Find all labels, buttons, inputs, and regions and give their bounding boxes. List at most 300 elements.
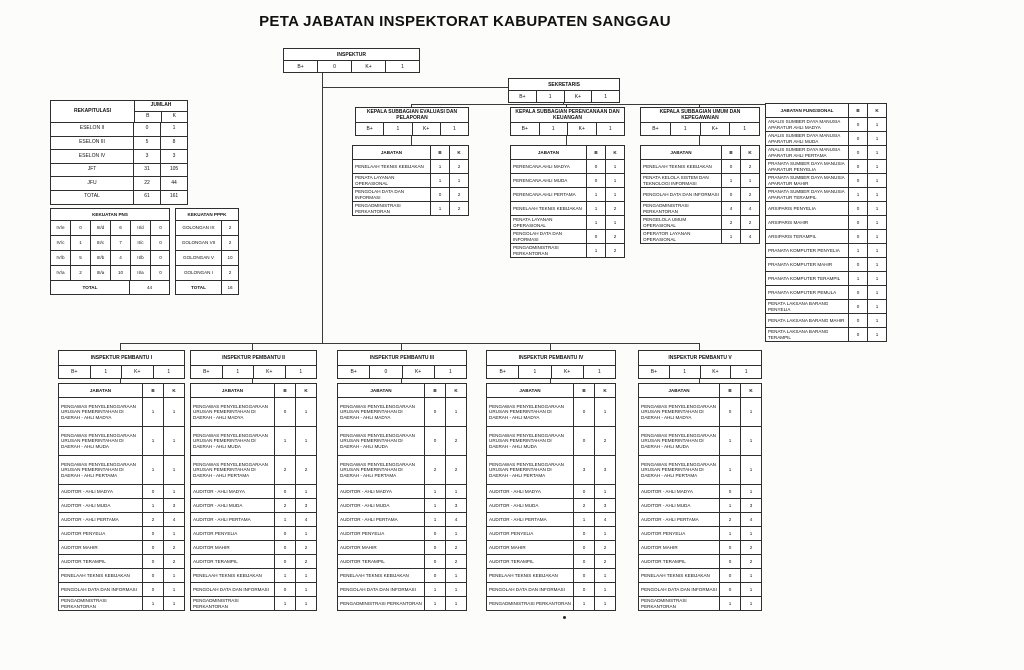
b-value: 1	[586, 216, 605, 229]
b-value: 0	[848, 300, 867, 313]
b-header: B	[721, 146, 740, 159]
inspektur-pembantu-3-box	[337, 350, 467, 379]
bk-row	[338, 366, 466, 378]
rekap-row	[51, 149, 187, 163]
k-value: 1	[163, 569, 184, 582]
table-row	[338, 526, 466, 540]
k-value: 2	[740, 160, 759, 173]
b-plus-value: 1	[670, 123, 700, 135]
jabatan-label: PENELAAH TEKNIS KEBIJAKAN	[340, 572, 409, 578]
k-value: 2	[594, 541, 615, 554]
b-value: 1	[274, 513, 295, 526]
table-row	[191, 554, 316, 568]
b-value: 2	[142, 513, 163, 526]
b-plus-label: B+	[203, 369, 210, 375]
b-value: 0	[719, 485, 740, 498]
table-row	[191, 582, 316, 596]
jabatan-label: OPERATOR LAYANAN OPERASIONAL	[643, 231, 691, 242]
k-plus-label: K+	[402, 366, 434, 378]
k-value: 4	[594, 513, 615, 526]
table-row	[641, 173, 759, 187]
k-header: K	[163, 384, 184, 397]
jabatan-label: AUDITOR MAHIR	[489, 544, 526, 550]
b-value: 0	[274, 541, 295, 554]
table-row	[59, 484, 184, 498]
k-value: 1	[594, 583, 615, 596]
table-row	[191, 526, 316, 540]
table-row	[59, 540, 184, 554]
k-value: 1	[163, 456, 184, 484]
b-plus-value: 0	[317, 61, 351, 72]
jabatan-label: ANALIS SUMBER DAYA MANUSIA APARATUR AHLI PERTAMA	[768, 147, 841, 158]
golongan-count: 4	[110, 251, 130, 265]
b-value: 0	[848, 328, 867, 341]
unit-title: INSPEKTUR PEMBANTU I	[59, 351, 184, 366]
inspektur-pembantu-3-table	[337, 383, 467, 611]
table-row	[487, 582, 615, 596]
b-value: 0	[719, 541, 740, 554]
table-row	[511, 173, 624, 187]
b-value: 1	[848, 188, 867, 201]
golongan-count: 2	[221, 221, 238, 235]
table-row	[766, 215, 886, 229]
k-value: 1	[867, 160, 886, 173]
golongan-count: 2	[70, 266, 90, 280]
table-row	[487, 526, 615, 540]
connector-line	[550, 343, 551, 350]
k-value: 4	[445, 513, 466, 526]
b-value: 2	[424, 456, 445, 484]
b-value: 0	[848, 160, 867, 173]
b-plus-label: B+	[521, 126, 528, 132]
jabatan-label: AUDITOR MAHIR	[641, 544, 678, 550]
jabatan-label: AUDITOR TERAMPIL	[641, 558, 686, 564]
b-value: 0	[848, 118, 867, 131]
table-row	[338, 512, 466, 526]
k-value: 1	[740, 597, 761, 610]
jabatan-label: AUDITOR - AHLI PERTAMA	[489, 516, 547, 522]
k-value: 1	[867, 174, 886, 187]
table-row	[511, 187, 624, 201]
golongan-label: III/b	[90, 251, 110, 265]
table-row	[639, 455, 761, 484]
b-value: 0	[142, 541, 163, 554]
k-value: 1	[163, 583, 184, 596]
b-value: 0	[573, 427, 594, 455]
rekap-row	[51, 122, 187, 136]
inspektur-box	[283, 48, 420, 73]
k-value: 2	[295, 456, 316, 484]
jabatan-label: PENGOLAH DATA DAN INFORMASI	[489, 586, 565, 592]
jumlah-label: JUMLAH	[135, 101, 187, 112]
inspektur-pembantu-1-table	[58, 383, 185, 611]
rekap-row	[51, 136, 187, 150]
jabatan-label: AUDITOR MAHIR	[61, 544, 98, 550]
jabatan-label: PENGADMINISTRASI PERKANTORAN	[61, 598, 107, 609]
jabatan-label: PRANATA KOMPUTER TERAMPIL	[768, 275, 841, 281]
total-value: 16	[221, 281, 238, 294]
table-row	[641, 159, 759, 173]
b-value: 1	[274, 569, 295, 582]
connector-line	[699, 343, 700, 350]
b-value: 0	[573, 569, 594, 582]
jumlah-bk-row	[135, 112, 187, 122]
b-value: 1	[142, 597, 163, 610]
b-header: B	[142, 384, 163, 397]
b-plus-label: B+	[499, 369, 506, 375]
jabatan-label: PENATA KELOLA SISTEM DAN TEKNOLOGI INFORMASI	[643, 175, 709, 186]
b-plus-value: 1	[518, 366, 550, 378]
b-value: 0	[142, 555, 163, 568]
golongan-count: 0	[150, 236, 170, 250]
k-value: 2	[740, 216, 759, 229]
k-value: 2	[605, 202, 624, 215]
b-value: 1	[573, 597, 594, 610]
table-row	[59, 512, 184, 526]
b-plus-label: B+	[297, 63, 304, 70]
table-row	[641, 201, 759, 215]
table-row	[59, 554, 184, 568]
k-value: 1	[163, 398, 184, 426]
k-value: 1	[867, 286, 886, 299]
k-value: 1	[740, 456, 761, 484]
pppk-total-row	[176, 280, 238, 294]
jabatan-label: AUDITOR - AHLI MUDA	[489, 502, 539, 508]
b-value: 2	[721, 216, 740, 229]
b-value: 0	[573, 541, 594, 554]
unit-title: KEPALA SUBBAGIAN PERENCANAAN DAN KEUANGAN	[511, 108, 624, 123]
inspektur-pembantu-1-box	[58, 350, 185, 379]
jabatan-label: PENGAWAS PENYELENGGARAAN URUSAN PEMERINTAHAN DI DAERAH - AHLI MADYA	[641, 403, 716, 420]
jabatan-label: AUDITOR MAHIR	[340, 544, 377, 550]
jabatan-label: PENELAAH TEKNIS KEBIJAKAN	[61, 572, 130, 578]
golongan-label: II/a	[130, 266, 150, 280]
rekap-label: ESELON II	[79, 125, 105, 132]
rekap-label: ESELON III	[79, 139, 105, 146]
table-row	[766, 173, 886, 187]
b-value: 0	[719, 555, 740, 568]
table-row	[766, 313, 886, 327]
table-row	[639, 512, 761, 526]
table-row	[766, 159, 886, 173]
k-value: 2	[740, 188, 759, 201]
k-value: 1	[163, 597, 184, 610]
k-value: 1	[445, 398, 466, 426]
k-value: 2	[445, 555, 466, 568]
b-value: 1	[142, 398, 163, 426]
b-header: B	[586, 146, 605, 159]
b-plus-value: 0	[369, 366, 401, 378]
b-plus-label: B+	[366, 126, 373, 132]
golongan-count: 5	[70, 251, 90, 265]
table-header-row	[511, 146, 624, 159]
unit-title: KEPALA SUBBAGIAN EVALUASI DAN PELAPORAN	[356, 108, 468, 123]
rekap-title: REKAPITULASI	[74, 107, 111, 114]
golongan-count: 2	[221, 266, 238, 280]
b-value: 0	[848, 146, 867, 159]
k-value: 1	[594, 485, 615, 498]
connector-line	[322, 87, 508, 88]
b-value: 0	[719, 398, 740, 426]
b-plus-value: 1	[539, 123, 568, 135]
bk-row	[487, 366, 615, 378]
k-value: 2	[740, 541, 761, 554]
table-row	[639, 596, 761, 610]
b-value: 0	[424, 427, 445, 455]
b-value: 0	[133, 123, 160, 136]
table-row	[641, 229, 759, 243]
jabatan-label: PENATA LAYANAN OPERASIONAL	[513, 217, 553, 228]
table-row	[639, 554, 761, 568]
connector-line	[252, 343, 253, 350]
k-value: 4	[163, 513, 184, 526]
k-value: 1	[160, 123, 187, 136]
golongan-label: GOLONGAN I	[183, 270, 214, 276]
b-value: 1	[848, 272, 867, 285]
golongan-label: II/b	[130, 251, 150, 265]
kekuatan-pns-table	[50, 208, 170, 295]
golongan-count: 0	[70, 221, 90, 235]
k-value: 1	[740, 527, 761, 540]
jabatan-header: JABATAN	[221, 387, 244, 393]
unit-title: KEPALA SUBBAGIAN UMUM DAN KEPEGAWAIAN	[641, 108, 759, 123]
k-value: 1	[867, 258, 886, 271]
table-row	[338, 540, 466, 554]
table-row	[353, 187, 468, 201]
k-value: 2	[295, 541, 316, 554]
b-value: 0	[719, 569, 740, 582]
table-header-row	[487, 384, 615, 397]
b-plus-value: 1	[669, 366, 700, 378]
jabatan-label: PENATA LAKSANA BARANG PENYELIA	[768, 301, 829, 312]
b-value: 0	[424, 527, 445, 540]
b-value: 5	[133, 137, 160, 150]
unit-title: INSPEKTUR	[284, 49, 419, 61]
golongan-count: 0	[150, 221, 170, 235]
b-value: 4	[721, 202, 740, 215]
k-plus-label: K+	[253, 366, 285, 378]
jabatan-label: AUDITOR - AHLI PERTAMA	[641, 516, 699, 522]
b-header: B	[719, 384, 740, 397]
table-row	[487, 455, 615, 484]
table-row	[511, 215, 624, 229]
b-value: 0	[274, 527, 295, 540]
k-value: 1	[295, 583, 316, 596]
golongan-label: IV/c	[56, 240, 65, 246]
pns-row	[51, 250, 169, 265]
unit-title: INSPEKTUR PEMBANTU IV	[487, 351, 615, 366]
table-row	[59, 397, 184, 426]
b-value: 1	[719, 499, 740, 512]
jabatan-label: PENGADMINISTRASI PERKANTORAN	[489, 600, 571, 606]
k-value: 44	[160, 177, 187, 190]
table-row	[487, 568, 615, 582]
jabatan-label: PENGAWAS PENYELENGGARAAN URUSAN PEMERINTAHAN DI DAERAH - AHLI MADYA	[489, 403, 564, 420]
jabatan-label: PRANATA KOMPUTER PENYELIA	[768, 247, 840, 253]
b-value: 0	[573, 398, 594, 426]
b-value: 1	[424, 499, 445, 512]
rekapitulasi-table	[50, 100, 188, 205]
jabatan-header: JABATAN	[380, 149, 403, 155]
k-value: 1	[740, 569, 761, 582]
jabatan-label: PRANATA SUMBER DAYA MANUSIA APARATUR PENYELIA	[768, 161, 845, 172]
inspektur-pembantu-4-table	[486, 383, 616, 611]
bk-row	[356, 123, 468, 135]
b-value: 0	[142, 527, 163, 540]
b-value: 0	[573, 485, 594, 498]
pppk-row	[176, 235, 238, 250]
b-value: 1	[719, 427, 740, 455]
k-value: 1	[445, 485, 466, 498]
b-value: 1	[719, 456, 740, 484]
b-value: 1	[719, 597, 740, 610]
table-row	[511, 229, 624, 243]
jabatan-header: JABATAN	[370, 387, 392, 393]
subbagian-perencanaan-box	[510, 107, 625, 136]
k-plus-value: 1	[434, 366, 466, 378]
b-value: 0	[848, 132, 867, 145]
inspektur-pembantu-2-box	[190, 350, 317, 379]
k-plus-value: 1	[730, 366, 761, 378]
b-plus-value: 1	[383, 123, 411, 135]
k-value: 1	[605, 188, 624, 201]
b-header: B	[848, 104, 867, 117]
connector-line	[401, 343, 402, 350]
jabatan-label: AUDITOR - AHLI MADYA	[193, 488, 245, 494]
sekretaris-box	[508, 78, 620, 103]
unit-title: SEKRETARIS	[509, 79, 619, 91]
b-value: 1	[573, 513, 594, 526]
k-value: 2	[449, 188, 468, 201]
inspektur-pembantu-5-box	[638, 350, 762, 379]
table-row	[766, 117, 886, 131]
b-value: 1	[424, 583, 445, 596]
b-value: 1	[430, 160, 449, 173]
table-row	[59, 498, 184, 512]
rekap-label: JFT	[87, 166, 97, 173]
b-value: 1	[586, 244, 605, 257]
k-value: 2	[449, 160, 468, 173]
k-value: 2	[605, 244, 624, 257]
rekap-row	[51, 163, 187, 177]
subbagian-perencanaan-table	[510, 145, 625, 258]
table-row	[59, 596, 184, 610]
k-value: 4	[740, 513, 761, 526]
pppk-row	[176, 265, 238, 280]
connector-line	[411, 104, 765, 105]
k-value: 2	[740, 555, 761, 568]
k-value: 1	[740, 485, 761, 498]
b-plus-label: B+	[71, 369, 78, 375]
jabatan-label: PENGAWAS PENYELENGGARAAN URUSAN PEMERINTAHAN DI DAERAH - AHLI PERTAMA	[193, 461, 268, 478]
table-row	[639, 484, 761, 498]
jabatan-label: PENGELOLA UMUM OPERASIONAL	[643, 217, 687, 228]
rekap-header-row	[51, 101, 187, 122]
b-plus-label: B+	[350, 369, 357, 375]
jabatan-header: JABATAN	[668, 387, 690, 393]
jabatan-label: PENGADMINISTRASI PERKANTORAN	[641, 598, 687, 609]
table-row	[766, 271, 886, 285]
b-value: 0	[573, 527, 594, 540]
k-value: 1	[449, 174, 468, 187]
jabatan-label: AUDITOR - AHLI MUDA	[193, 502, 243, 508]
table-row	[766, 257, 886, 271]
jabatan-label: PENELAAH TEKNIS KEBIJAKAN	[513, 205, 582, 211]
jabatan-label: PENGADMINISTRASI PERKANTORAN	[513, 245, 559, 256]
k-plus-value: 1	[440, 123, 468, 135]
b-value: 0	[142, 583, 163, 596]
table-row	[59, 568, 184, 582]
b-value: 1	[430, 174, 449, 187]
b-value: 0	[274, 583, 295, 596]
k-value: 1	[163, 527, 184, 540]
k-plus-value: 1	[729, 123, 759, 135]
b-value: 2	[719, 513, 740, 526]
b-value: 22	[133, 177, 160, 190]
k-value: 1	[867, 328, 886, 341]
b-value: 0	[848, 314, 867, 327]
jabatan-label: AUDITOR MAHIR	[193, 544, 230, 550]
b-value: 0	[424, 398, 445, 426]
table-header-row	[191, 384, 316, 397]
b-plus-value: 1	[90, 366, 122, 378]
jabatan-label: AUDITOR - AHLI MADYA	[641, 488, 693, 494]
k-value: 1	[740, 583, 761, 596]
bk-row	[511, 123, 624, 135]
golongan-count: 1	[70, 236, 90, 250]
table-row	[338, 554, 466, 568]
k-value: 1	[594, 398, 615, 426]
table-row	[191, 568, 316, 582]
jabatan-label: ARSIPARIS PENYELIA	[768, 205, 816, 211]
k-value: 2	[445, 541, 466, 554]
jabatan-label: ARSIPARIS TERAMPIL	[768, 233, 817, 239]
k-header: K	[445, 384, 466, 397]
k-value: 2	[594, 555, 615, 568]
table-header-row	[353, 146, 468, 159]
table-header-row	[641, 146, 759, 159]
jabatan-label: PERENCANA AHLI MUDA	[513, 177, 568, 183]
b-value: 0	[142, 569, 163, 582]
jabatan-label: PENGADMINISTRASI PERKANTORAN	[340, 600, 422, 606]
table-row	[59, 582, 184, 596]
table-row	[766, 327, 886, 341]
bk-row	[191, 366, 316, 378]
total-label: TOTAL	[84, 193, 100, 200]
table-row	[191, 426, 316, 455]
unit-title: INSPEKTUR PEMBANTU II	[191, 351, 316, 366]
table-row	[191, 455, 316, 484]
k-header: K	[605, 146, 624, 159]
pppk-row	[176, 250, 238, 265]
k-value: 1	[605, 216, 624, 229]
k-value: 2	[449, 202, 468, 215]
table-row	[766, 299, 886, 313]
connector-line	[120, 343, 700, 344]
table-row	[487, 426, 615, 455]
k-value: 1	[163, 485, 184, 498]
b-plus-value: 1	[536, 91, 564, 102]
k-value: 1	[605, 174, 624, 187]
jabatan-label: AUDITOR TERAMPIL	[340, 558, 385, 564]
jabatan-label: PENELAAH TEKNIS KEBIJAKAN	[193, 572, 262, 578]
k-value: 1	[740, 427, 761, 455]
k-value: 3	[163, 499, 184, 512]
page-title: PETA JABATAN INSPEKTORAT KABUPATEN SANGGAU	[259, 13, 671, 30]
jabatan-label: PENGOLAH DATA DAN INFORMASI	[641, 586, 717, 592]
bk-row	[284, 61, 419, 72]
table-row	[59, 455, 184, 484]
